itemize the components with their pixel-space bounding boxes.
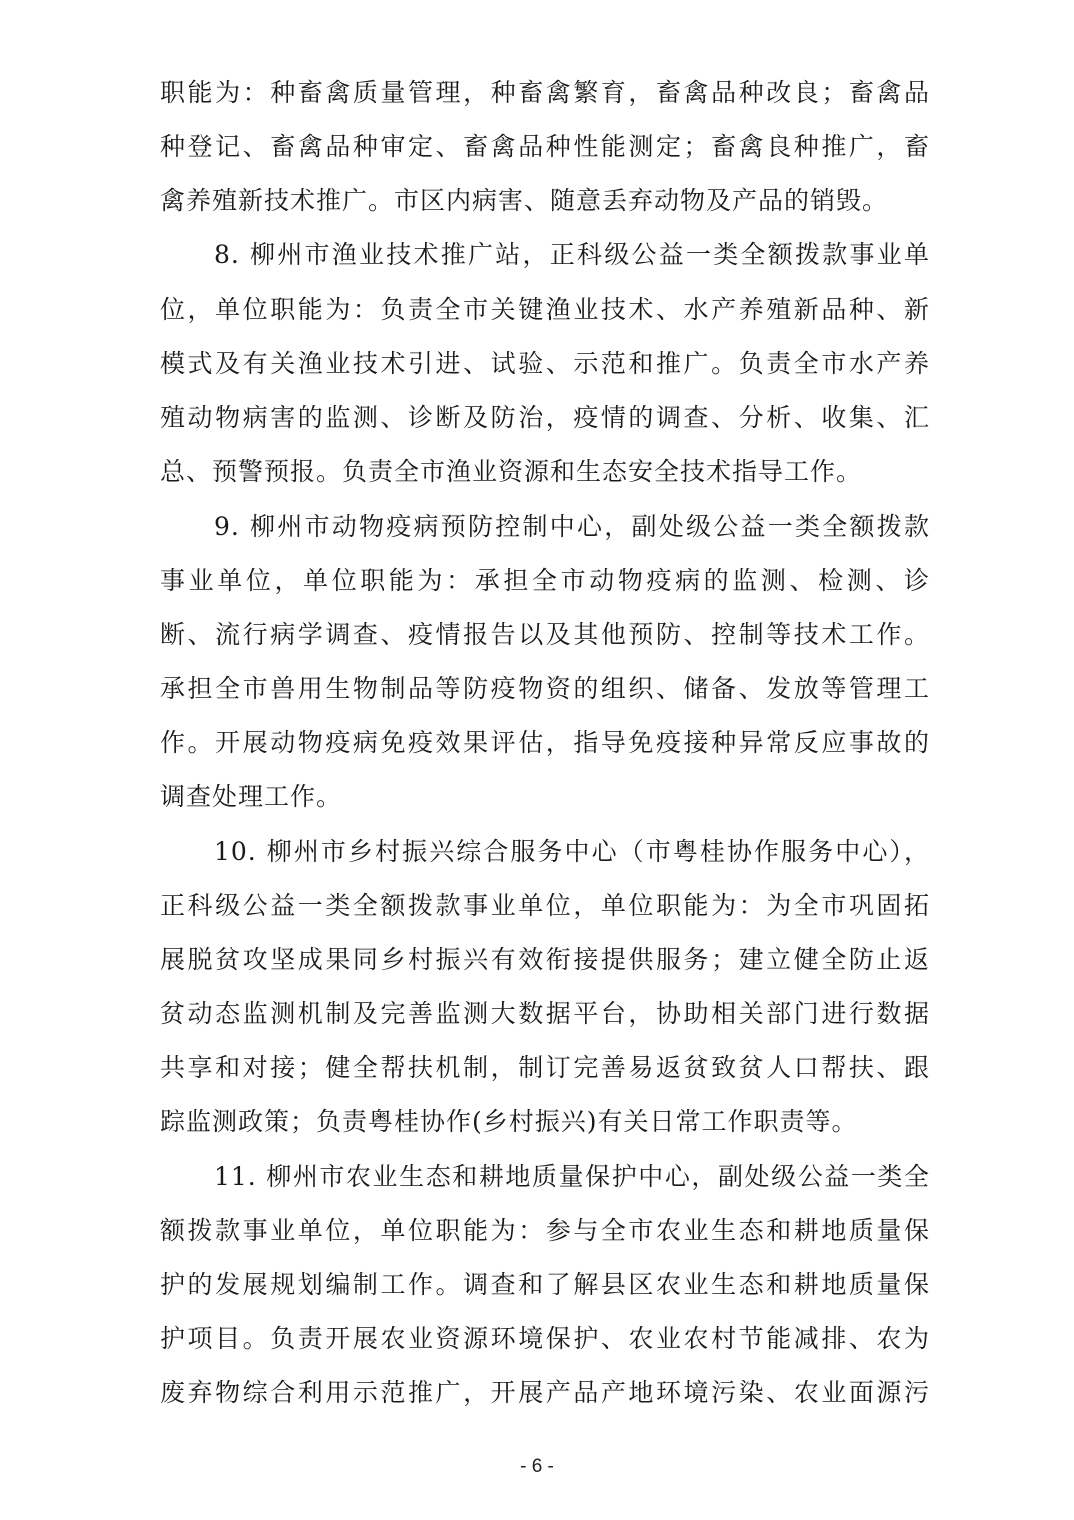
- text-line: 额拨款事业单位，单位职能为：参与全市农业生态和耕地质量保: [160, 1216, 930, 1245]
- text-line: 护的发展规划编制工作。调查和了解县区农业生态和耕地质量保: [160, 1270, 930, 1299]
- paragraph-10-first-line: 10. 柳州市乡村振兴综合服务中心（市粤桂协作服务中心），: [214, 837, 930, 866]
- text-line: 禽养殖新技术推广。市区内病害、随意丢弃动物及产品的销毁。: [160, 186, 889, 215]
- text-line: 殖动物病害的监测、诊断及防治，疫情的调查、分析、收集、汇: [160, 403, 930, 432]
- text-line: 调查处理工作。: [160, 782, 343, 811]
- text-line: 断、流行病学调查、疫情报告以及其他预防、控制等技术工作。: [160, 620, 930, 649]
- text-line: 总、预警预报。负责全市渔业资源和生态安全技术指导工作。: [160, 457, 863, 486]
- text-line: 正科级公益一类全额拨款事业单位，单位职能为：为全市巩固拓: [160, 891, 930, 920]
- text-line: 职能为：种畜禽质量管理，种畜禽繁育，畜禽品种改良；畜禽品: [160, 78, 930, 107]
- text-line: 共享和对接；健全帮扶机制，制订完善易返贫致贫人口帮扶、跟: [160, 1053, 930, 1082]
- text-line: 模式及有关渔业技术引进、试验、示范和推广。负责全市水产养: [160, 349, 930, 378]
- text-line: 事业单位，单位职能为：承担全市动物疫病的监测、检测、诊: [160, 566, 930, 595]
- paragraph-11-first-line: 11. 柳州市农业生态和耕地质量保护中心，副处级公益一类全: [214, 1162, 930, 1191]
- text-line: 位，单位职能为：负责全市关键渔业技术、水产养殖新品种、新: [160, 295, 930, 324]
- text-line: 护项目。负责开展农业资源环境保护、农业农村节能减排、农为: [160, 1324, 930, 1353]
- paragraph-9-first-line: 9. 柳州市动物疫病预防控制中心，副处级公益一类全额拨款: [214, 512, 930, 541]
- text-line: 展脱贫攻坚成果同乡村振兴有效衔接提供服务；建立健全防止返: [160, 945, 930, 974]
- text-line: 作。开展动物疫病免疫效果评估，指导免疫接种异常反应事故的: [160, 728, 930, 757]
- text-line: 种登记、畜禽品种审定、畜禽品种性能测定；畜禽良种推广，畜: [160, 132, 930, 161]
- text-line: 贫动态监测机制及完善监测大数据平台，协助相关部门进行数据: [160, 999, 930, 1028]
- text-line: 踪监测政策；负责粤桂协作(乡村振兴)有关日常工作职责等。: [160, 1107, 858, 1136]
- paragraph-8-first-line: 8. 柳州市渔业技术推广站，正科级公益一类全额拨款事业单: [214, 240, 930, 269]
- text-line: 废弃物综合利用示范推广，开展产品产地环境污染、农业面源污: [160, 1378, 930, 1407]
- text-line: 承担全市兽用生物制品等防疫物资的组织、储备、发放等管理工: [160, 674, 930, 703]
- page-number: - 6 -: [520, 1456, 554, 1477]
